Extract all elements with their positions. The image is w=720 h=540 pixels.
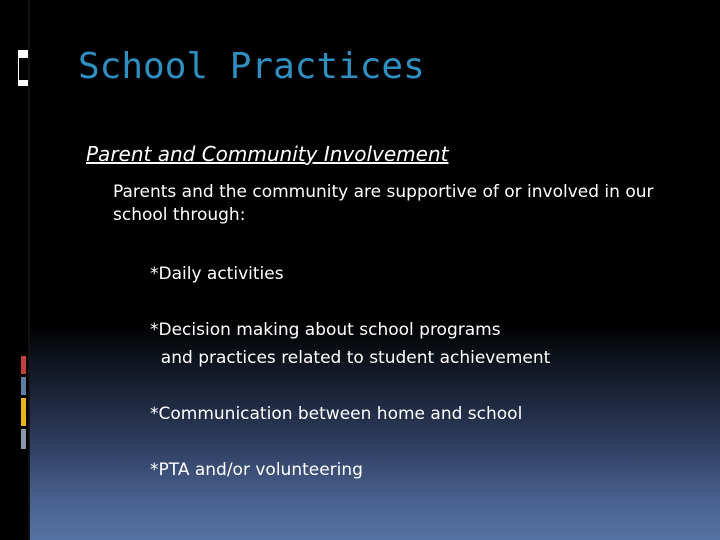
intro-paragraph: Parents and the community are supportive of or involved in our school through:: [113, 182, 654, 225]
list-item-communication: *Communication between home and school: [150, 404, 523, 424]
left-rule: [28, 0, 30, 540]
list-spacer: [150, 288, 690, 316]
list-item-pta: *PTA and/or volunteering: [150, 460, 363, 480]
accent-bar-blue: [21, 377, 26, 395]
involvement-list: [150, 260, 690, 484]
section-subheading: Parent and Community Involvement: [86, 142, 449, 166]
list-spacer: [150, 428, 690, 456]
list-spacer: [150, 372, 690, 400]
accent-bar-red: [21, 356, 26, 374]
list-item-daily-activities: *Daily activities: [150, 264, 284, 284]
list-item-decision-making-continued: and practices related to student achievement: [150, 348, 551, 368]
slide-title: School Practices: [78, 46, 425, 87]
accent-bar-yellow: [21, 398, 26, 426]
list-item-decision-making: *Decision making about school programs: [150, 320, 501, 340]
title-marker-inner: [19, 58, 28, 80]
accent-bar-gray: [21, 429, 26, 449]
